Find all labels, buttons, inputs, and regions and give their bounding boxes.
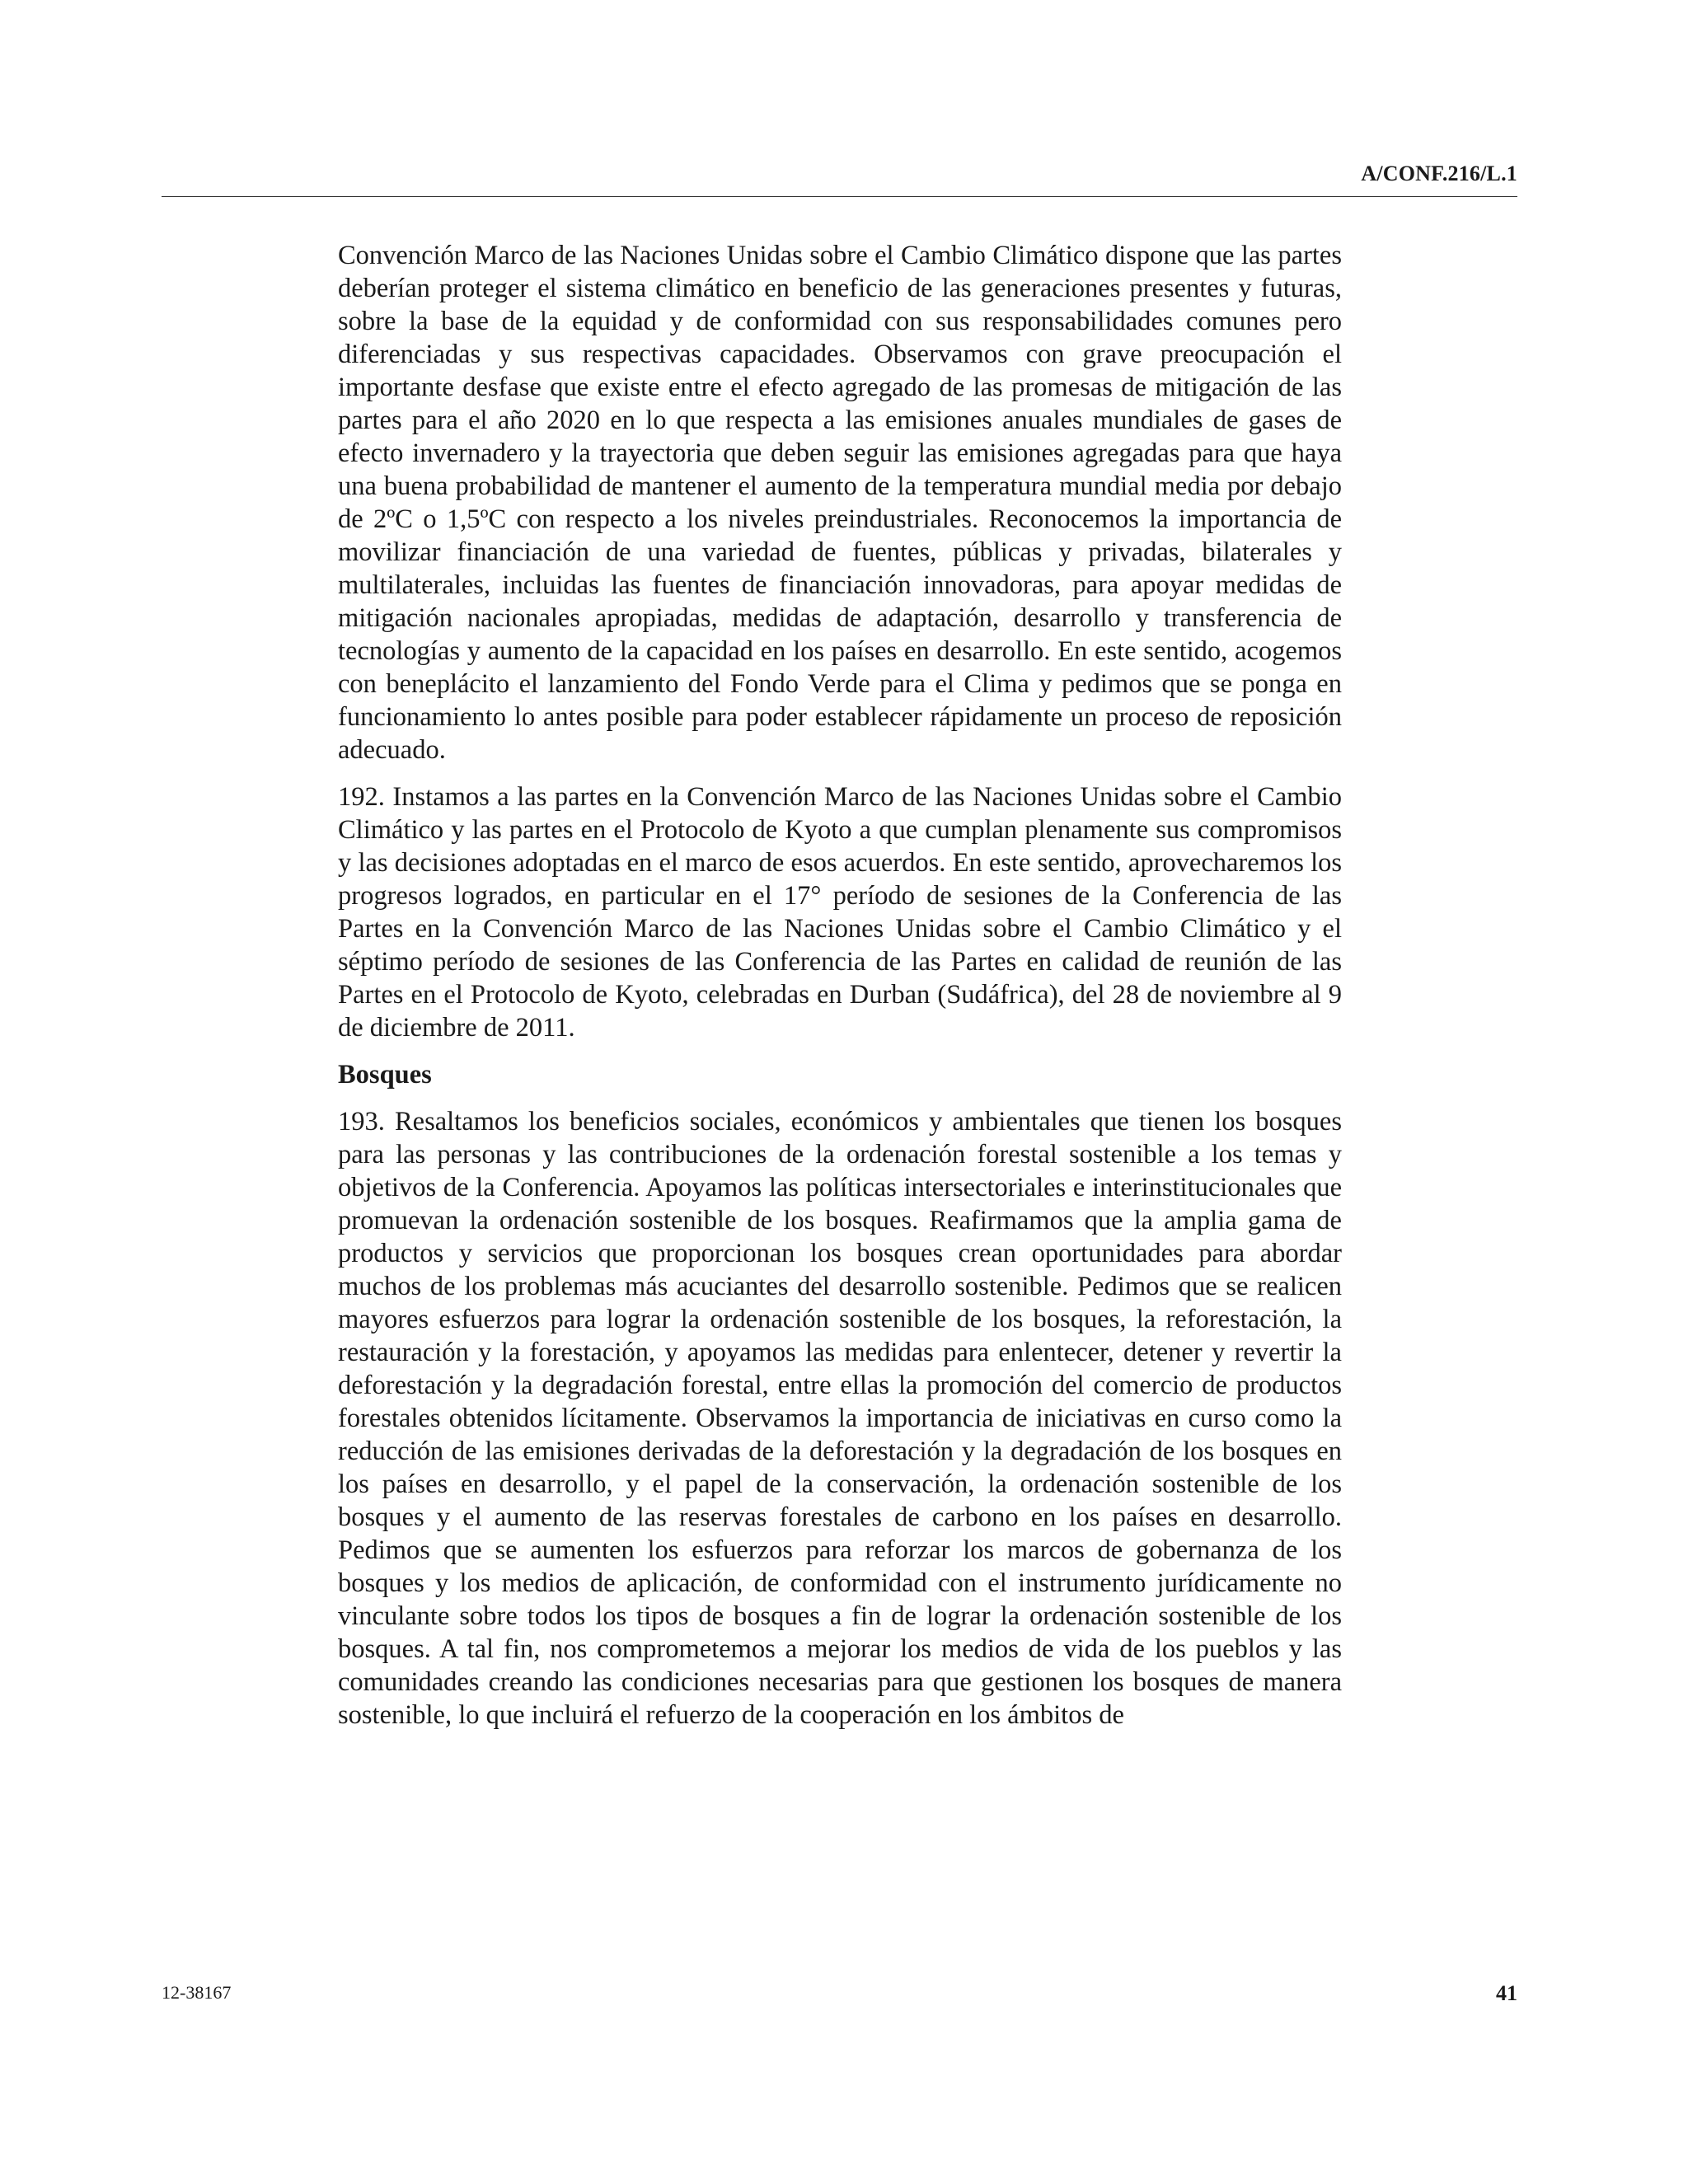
header-rule [162, 196, 1517, 197]
paragraph-192: 192. Instamos a las partes en la Convención Marco de las Naciones Unidas sobre el Cambio Climático y las partes en el Protocolo de Kyoto a que cumplan plenamente sus compromisos y las decisiones adoptadas en el marco de esos acuerdos. En este sentido, aprovecharemos los progresos logrados, en particular en el 17° período de sesiones de la Conferencia de las Partes en la Convención Marco de las Naciones Unidas sobre el Cambio Climático y el séptimo período de sesiones de las Conferencia de las Partes en calidad de reunión de las Partes en el Protocolo de Kyoto, celebradas en Durban (Sudáfrica), del 28 de noviembre al 9 de diciembre de 2011. [338, 782, 1342, 1043]
footer-document-code: 12-38167 [162, 1982, 232, 2003]
document-symbol: A/CONF.216/L.1 [1361, 162, 1517, 185]
page-number: 41 [1496, 1981, 1517, 2005]
section-heading-bosques: Bosques [338, 1060, 432, 1090]
paragraph-continued: Convención Marco de las Naciones Unidas sobre el Cambio Climático dispone que las partes deberían proteger el sistema climático en beneficio de las generaciones presentes y futuras, sobre la base de la equidad y de conformidad con sus responsabilidades comunes pero diferenciadas y sus respectivas capacidades. Observamos con grave preocupación el importante desfase que existe entre el efecto agregado de las promesas de mitigación de las partes para el año 2020 en lo que respecta a las emisiones anuales mundiales de gases de efecto invernadero y la trayectoria que deben seguir las emisiones agregadas para que haya una buena probabilidad de mantener el aumento de la temperatura mundial media por debajo de 2ºC o 1,5ºC con respecto a los niveles preindustriales. Reconocemos la importancia de movilizar financiación de una variedad de fuentes, públicas y privadas, bilaterales y multilaterales, incluidas las fuentes de financiación innovadoras, para apoyar medidas de mitigación nacionales apropiadas, medidas de adaptación, desarrollo y transferencia de tecnologías y aumento de la capacidad en los países en desarrollo. En este sentido, acogemos con beneplácito el lanzamiento del Fondo Verde para el Clima y pedimos que se ponga en funcionamiento lo antes posible para poder establecer rápidamente un proceso de reposición adecuado. [338, 241, 1342, 765]
paragraph-193: 193. Resaltamos los beneficios sociales, económicos y ambientales que tienen los bosques para las personas y las contribuciones de la ordenación forestal sostenible a los temas y objetivos de la Conferencia. Apoyamos las políticas intersectoriales e interinstitucionales que promuevan la ordenación sostenible de los bosques. Reafirmamos que la amplia gama de productos y servicios que proporcionan los bosques crean oportunidades para abordar muchos de los problemas más acuciantes del desarrollo sostenible. Pedimos que se realicen mayores esfuerzos para lograr la ordenación sostenible de los bosques, la reforestación, la restauración y la forestación, y apoyamos las medidas para enlentecer, detener y revertir la deforestación y la degradación forestal, entre ellas la promoción del comercio de productos forestales obtenidos lícitamente. Observamos la importancia de iniciativas en curso como la reducción de las emisiones derivadas de la deforestación y la degradación de los bosques en los países en desarrollo, y el papel de la conservación, la ordenación sostenible de los bosques y el aumento de las reservas forestales de carbono en los países en desarrollo. Pedimos que se aumenten los esfuerzos para reforzar los marcos de gobernanza de los bosques y los medios de aplicación, de conformidad con el instrumento jurídicamente no vinculante sobre todos los tipos de bosques a fin de lograr la ordenación sostenible de los bosques. A tal fin, nos comprometemos a mejorar los medios de vida de los pueblos y las comunidades creando las condiciones necesarias para que gestionen los bosques de manera sostenible, lo que incluirá el refuerzo de la cooperación en los ámbitos de [338, 1107, 1342, 1730]
document-body [338, 239, 1342, 1746]
